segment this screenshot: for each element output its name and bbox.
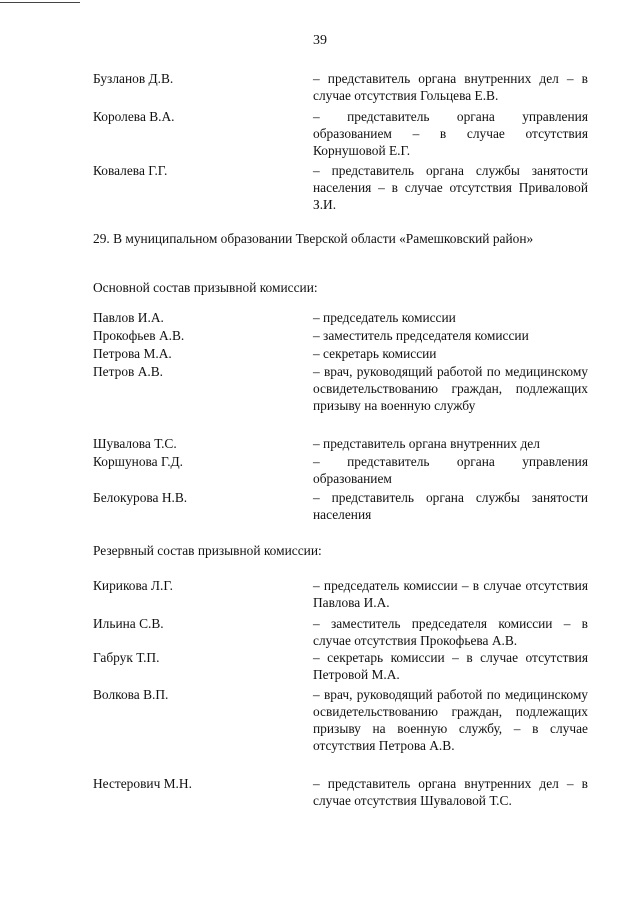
member-role: – врач, руководящий работой по медицинскому освидетельствованию граждан, подлежащих призыву на военную службу, – в случае отсутствия Петрова А.В. (313, 687, 588, 753)
member-role: – заместитель председателя комиссии – в случае отсутствия Прокофьева А.В. (313, 616, 588, 648)
list-item (93, 649, 588, 686)
member-role: – председатель комиссии (313, 310, 456, 325)
member-role: – секретарь комиссии – в случае отсутствия Петровой М.А. (313, 650, 588, 682)
member-role: – представитель органа внутренних дел – в случае отсутствия Шуваловой Т.С. (313, 776, 588, 808)
top-rule (0, 2, 80, 3)
member-role: – представитель органа управления образованием – в случае отсутствия Корнушовой Е.Г. (313, 109, 588, 158)
list-item (93, 363, 588, 435)
member-name: Нестерович М.Н. (93, 776, 192, 791)
list-item (93, 70, 588, 108)
section-heading-29: 29. В муниципальном образовании Тверской области «Рамешковский район» (93, 231, 534, 246)
list-item (93, 489, 588, 523)
page-number: 39 (313, 33, 327, 48)
member-role: – представитель органа службы занятости населения – в случае отсутствия Приваловой З.И. (313, 163, 588, 212)
member-role: – представитель органа службы занятости населения (313, 490, 588, 522)
member-name: Бузланов Д.В. (93, 71, 174, 86)
list-item (93, 615, 588, 649)
member-name: Габрук Т.П. (93, 650, 160, 665)
main-composition-heading: Основной состав призывной комиссии: (93, 280, 318, 295)
list-item (93, 686, 588, 775)
member-name: Прокофьев А.В. (93, 328, 185, 343)
list-item (93, 453, 588, 489)
main-composition-list (93, 309, 588, 523)
member-role: – секретарь комиссии (313, 346, 437, 361)
list-item (93, 345, 588, 363)
member-name: Королева В.А. (93, 109, 175, 124)
list-item (93, 309, 588, 327)
member-name: Павлов И.А. (93, 310, 164, 325)
list-item (93, 435, 588, 453)
member-name: Белокурова Н.В. (93, 490, 188, 505)
member-name: Ковалева Г.Г. (93, 163, 168, 178)
member-name: Шувалова Т.С. (93, 436, 177, 451)
list-item (93, 108, 588, 162)
member-role: – председатель комиссии – в случае отсутствия Павлова И.А. (313, 578, 588, 610)
member-name: Волкова В.П. (93, 687, 169, 702)
member-name: Петров А.В. (93, 364, 163, 379)
list-item (93, 162, 588, 213)
member-name: Кирикова Л.Г. (93, 578, 173, 593)
member-role: – заместитель председателя комиссии (313, 328, 529, 343)
member-name: Петрова М.А. (93, 346, 172, 361)
list-item (93, 775, 588, 809)
reserve-composition-heading: Резервный состав призывной комиссии: (93, 543, 322, 558)
previous-list (93, 70, 588, 213)
list-item (93, 577, 588, 615)
list-item (93, 327, 588, 345)
reserve-composition-list (93, 577, 588, 809)
member-role: – представитель органа внутренних дел (313, 436, 540, 451)
member-name: Ильина С.В. (93, 616, 164, 631)
member-role: – врач, руководящий работой по медицинскому освидетельствованию граждан, подлежащих призыву на военную службу (313, 364, 588, 413)
member-role: – представитель органа внутренних дел – в случае отсутствия Гольцева Е.В. (313, 71, 588, 103)
member-role: – представитель органа управления образованием (313, 454, 588, 486)
member-name: Коршунова Г.Д. (93, 454, 184, 469)
